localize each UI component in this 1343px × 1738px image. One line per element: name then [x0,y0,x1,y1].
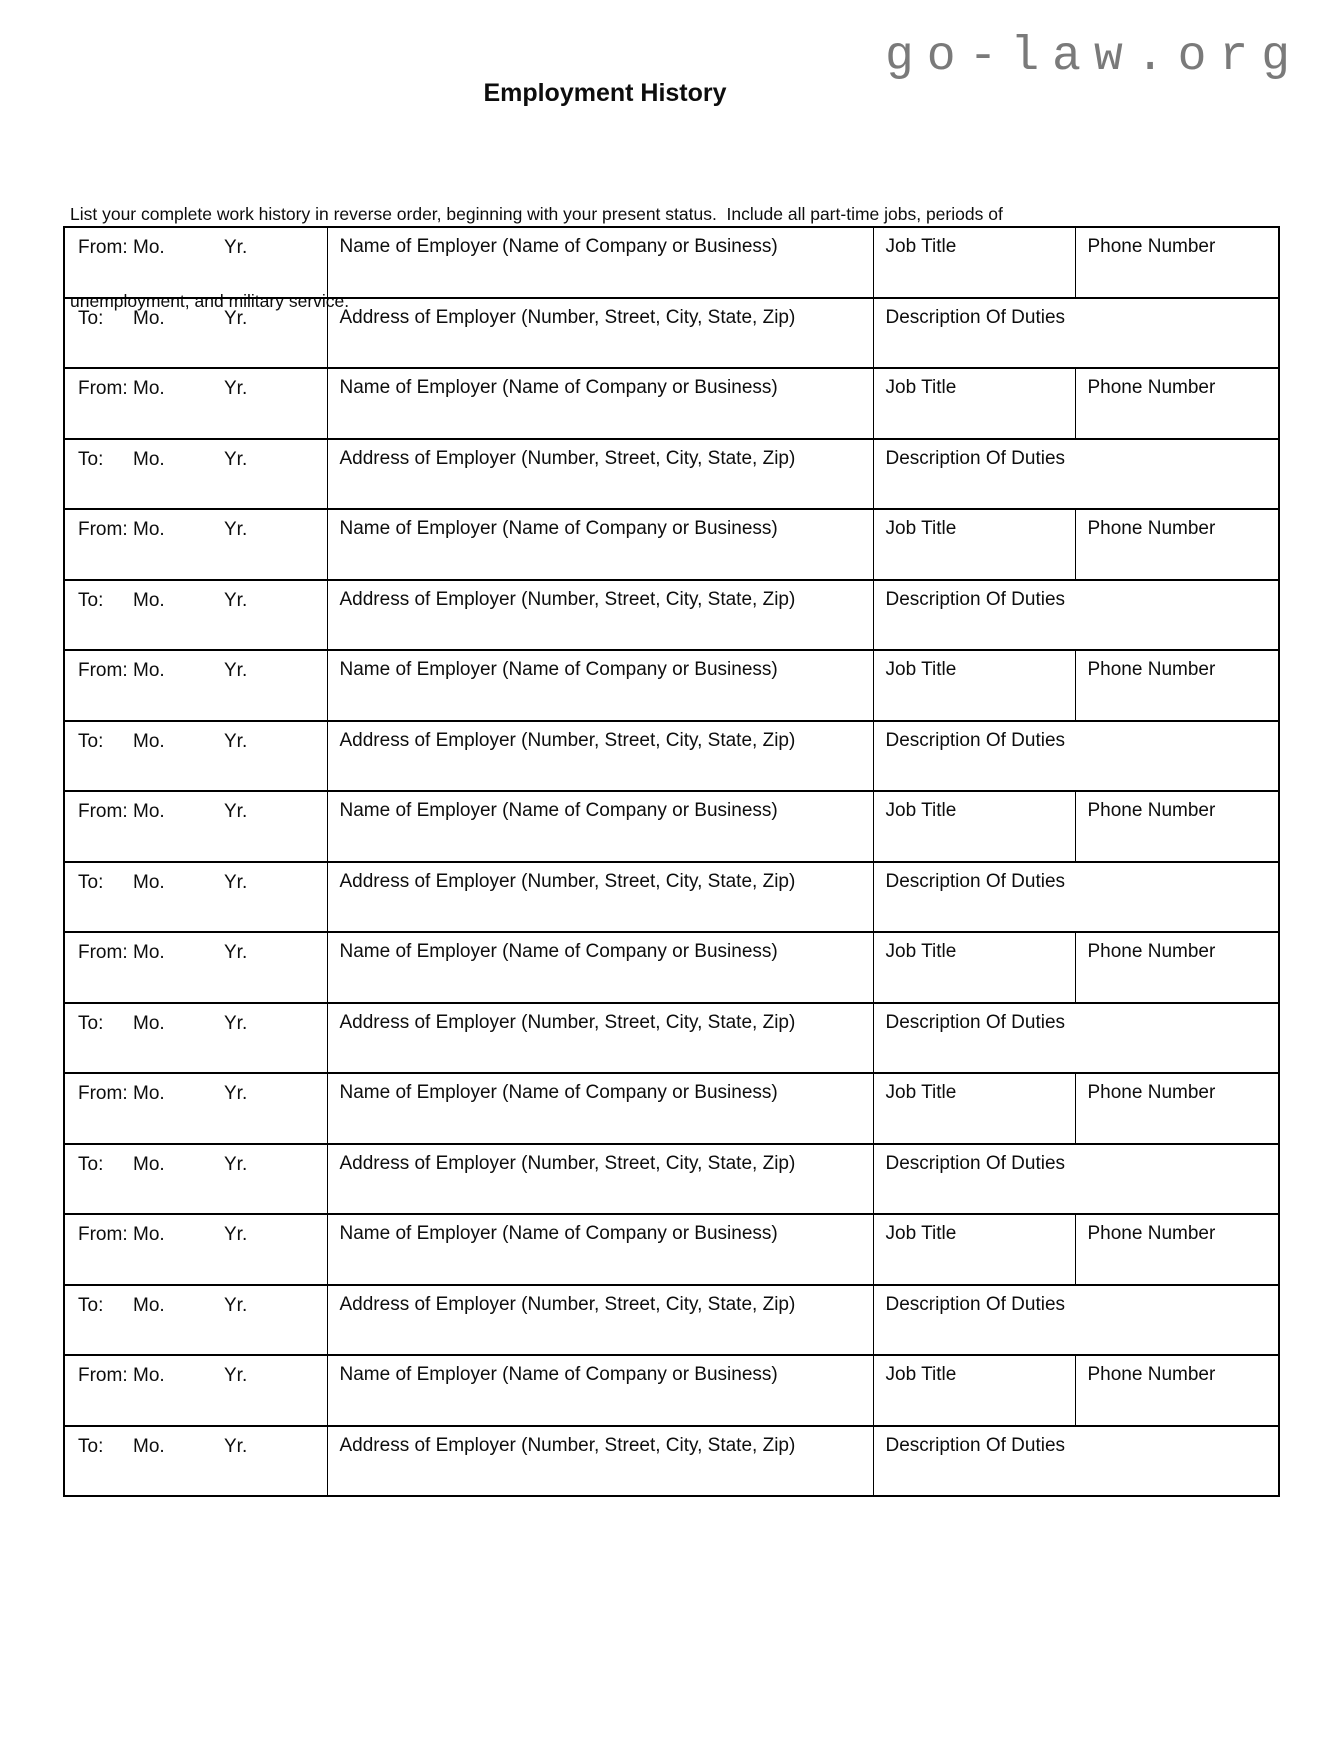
year-label: Yr. [224,1365,248,1386]
year-label: Yr. [224,519,248,540]
to-row [64,1003,1279,1074]
from-row [64,791,1279,862]
from-label: From: [78,378,128,399]
month-label: Mo. [133,1224,165,1245]
employer-address-cell: Address of Employer (Number, Street, City, State, Zip) [327,721,873,792]
month-label: Mo. [133,730,165,752]
from-period-cell [64,227,327,298]
from-period-cell [64,932,327,1003]
duties-cell: Description Of Duties [873,1003,1279,1074]
employer-address-cell: Address of Employer (Number, Street, City, State, Zip) [327,1003,873,1074]
from-row [64,1214,1279,1285]
from-row [64,932,1279,1003]
month-label: Mo. [133,1365,165,1386]
year-label: Yr. [224,1435,248,1457]
duties-cell: Description Of Duties [873,862,1279,933]
from-period-cell [64,1214,327,1285]
year-label: Yr. [224,1224,248,1245]
month-label: Mo. [133,1435,165,1457]
from-period-cell [64,509,327,580]
employer-address-cell: Address of Employer (Number, Street, City, State, Zip) [327,1285,873,1356]
from-period-cell [64,650,327,721]
from-label: From: [78,1224,128,1245]
employer-name-cell: Name of Employer (Name of Company or Business) [327,1214,873,1285]
to-label: To: [78,589,104,611]
to-period-cell [64,439,327,510]
from-label: From: [78,660,128,681]
employer-address-cell: Address of Employer (Number, Street, City, State, Zip) [327,1144,873,1215]
phone-number-cell: Phone Number [1075,227,1279,298]
year-label: Yr. [224,942,248,963]
to-period-cell [64,298,327,369]
phone-number-cell: Phone Number [1075,791,1279,862]
year-label: Yr. [224,237,248,258]
year-label: Yr. [224,801,248,822]
employment-history-table [63,226,1280,1497]
from-label: From: [78,942,128,963]
year-label: Yr. [224,660,248,681]
year-label: Yr. [224,871,248,893]
phone-number-cell: Phone Number [1075,650,1279,721]
employment-history-rows [64,227,1279,1496]
phone-number-cell: Phone Number [1075,1214,1279,1285]
from-label: From: [78,801,128,822]
month-label: Mo. [133,660,165,681]
to-period-cell [64,721,327,792]
employer-name-cell: Name of Employer (Name of Company or Business) [327,650,873,721]
year-label: Yr. [224,589,248,611]
month-label: Mo. [133,378,165,399]
to-period-cell [64,1003,327,1074]
from-period-cell [64,368,327,439]
year-label: Yr. [224,378,248,399]
employer-name-cell: Name of Employer (Name of Company or Business) [327,1073,873,1144]
employer-name-cell: Name of Employer (Name of Company or Business) [327,791,873,862]
to-row [64,580,1279,651]
year-label: Yr. [224,1083,248,1104]
duties-cell: Description Of Duties [873,298,1279,369]
month-label: Mo. [133,871,165,893]
from-row [64,368,1279,439]
to-label: To: [78,1294,104,1316]
from-row [64,227,1279,298]
job-title-cell: Job Title [873,1073,1075,1144]
month-label: Mo. [133,1294,165,1316]
job-title-cell: Job Title [873,227,1075,298]
duties-cell: Description Of Duties [873,580,1279,651]
year-label: Yr. [224,1294,248,1316]
year-label: Yr. [224,730,248,752]
from-label: From: [78,1083,128,1104]
from-period-cell [64,791,327,862]
intro-line-1: List your complete work history in reverse order, beginning with your present status. Include all part-time jobs, periods of [70,204,1003,224]
job-title-cell: Job Title [873,1355,1075,1426]
job-title-cell: Job Title [873,650,1075,721]
page-title: Employment History [483,79,727,107]
to-label: To: [78,1153,104,1175]
year-label: Yr. [224,448,248,470]
to-row [64,439,1279,510]
to-row [64,721,1279,792]
employer-address-cell: Address of Employer (Number, Street, City, State, Zip) [327,580,873,651]
duties-cell: Description Of Duties [873,721,1279,792]
phone-number-cell: Phone Number [1075,368,1279,439]
to-label: To: [78,1435,104,1457]
from-label: From: [78,519,128,540]
month-label: Mo. [133,1012,165,1034]
to-label: To: [78,871,104,893]
phone-number-cell: Phone Number [1075,1073,1279,1144]
to-row [64,298,1279,369]
employer-name-cell: Name of Employer (Name of Company or Business) [327,932,873,1003]
year-label: Yr. [224,307,248,329]
from-label: From: [78,237,128,258]
from-label: From: [78,1365,128,1386]
employer-address-cell: Address of Employer (Number, Street, City, State, Zip) [327,439,873,510]
from-period-cell [64,1073,327,1144]
month-label: Mo. [133,801,165,822]
to-label: To: [78,730,104,752]
from-row [64,650,1279,721]
job-title-cell: Job Title [873,932,1075,1003]
to-period-cell [64,1144,327,1215]
month-label: Mo. [133,1153,165,1175]
month-label: Mo. [133,237,165,258]
job-title-cell: Job Title [873,1214,1075,1285]
to-row [64,1285,1279,1356]
month-label: Mo. [133,519,165,540]
to-label: To: [78,448,104,470]
to-label: To: [78,307,104,329]
month-label: Mo. [133,589,165,611]
employer-name-cell: Name of Employer (Name of Company or Business) [327,509,873,580]
duties-cell: Description Of Duties [873,1144,1279,1215]
month-label: Mo. [133,1083,165,1104]
employer-address-cell: Address of Employer (Number, Street, City, State, Zip) [327,1426,873,1497]
employer-name-cell: Name of Employer (Name of Company or Business) [327,368,873,439]
to-row [64,1144,1279,1215]
to-row [64,862,1279,933]
to-row [64,1426,1279,1497]
to-period-cell [64,580,327,651]
employer-name-cell: Name of Employer (Name of Company or Business) [327,1355,873,1426]
to-period-cell [64,1285,327,1356]
from-row [64,509,1279,580]
employer-address-cell: Address of Employer (Number, Street, City, State, Zip) [327,862,873,933]
to-period-cell [64,862,327,933]
duties-cell: Description Of Duties [873,439,1279,510]
to-label: To: [78,1012,104,1034]
year-label: Yr. [224,1153,248,1175]
job-title-cell: Job Title [873,368,1075,439]
phone-number-cell: Phone Number [1075,932,1279,1003]
employer-name-cell: Name of Employer (Name of Company or Business) [327,227,873,298]
phone-number-cell: Phone Number [1075,509,1279,580]
duties-cell: Description Of Duties [873,1285,1279,1356]
from-period-cell [64,1355,327,1426]
employer-address-cell: Address of Employer (Number, Street, City, State, Zip) [327,298,873,369]
month-label: Mo. [133,942,165,963]
duties-cell: Description Of Duties [873,1426,1279,1497]
job-title-cell: Job Title [873,509,1075,580]
intro-line-2: unemployment, and military service. [70,291,350,311]
phone-number-cell: Phone Number [1075,1355,1279,1426]
site-logo: go-law.org [884,30,1303,84]
year-label: Yr. [224,1012,248,1034]
from-row [64,1355,1279,1426]
month-label: Mo. [133,307,165,329]
job-title-cell: Job Title [873,791,1075,862]
from-row [64,1073,1279,1144]
to-period-cell [64,1426,327,1497]
month-label: Mo. [133,448,165,470]
